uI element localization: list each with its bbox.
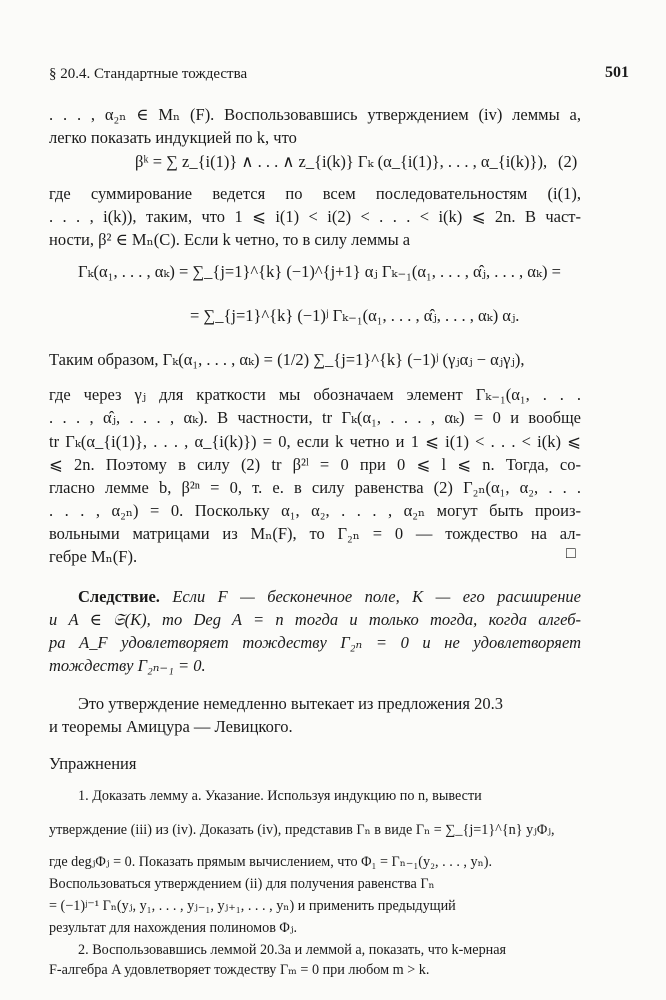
section-title: § 20.4. Стандартные тождества <box>49 66 248 82</box>
corollary-title: Следствие. <box>78 587 160 606</box>
proof-line-11: гласно лемме b, β²ⁿ = 0, т. е. в силу равенства (2) Γ₂ₙ(α₁, α₂, . . . <box>49 478 581 497</box>
formula-gamma-b: = ∑_{j=1}^{k} (−1)ʲ Γₖ₋₁(α₁, . . . , α̂ⱼ, . . . , αₖ) αⱼ. <box>190 306 520 325</box>
remark-line-1: Это утверждение немедленно вытекает из предложения 20.3 <box>78 694 503 713</box>
exercise-1-line-3: где degⱼΦⱼ = 0. Показать прямым вычислением, что Φ₁ = Γₙ₋₁(y₂, . . . , yₙ). <box>49 854 493 870</box>
exercise-1-line-4: Воспользоваться утверждением (ii) для получения равенства Γₙ <box>49 876 435 892</box>
qed-mark: □ <box>566 545 576 562</box>
proof-line-5: ности, β² ∈ Mₙ(C). Если k четно, то в силу леммы a <box>49 230 411 249</box>
remark-line-2: и теоремы Амицура — Левицкого. <box>49 717 293 736</box>
exercise-1-line-2: утверждение (iii) из (iv). Доказать (iv), представив Γₙ в виде Γₙ = ∑_{j=1}^{n} yⱼΦⱼ, <box>49 822 555 838</box>
exercise-1-line-5: = (−1)ʲ⁻¹ Γₙ(yⱼ, y₁, . . . , yⱼ₋₁, yⱼ₊₁, . . . , yₙ) и применить предыдущий <box>49 898 456 914</box>
corollary-line-2: и A ∈ 𝔖(K), то Deg A = n тогда и только тогда, когда алгеб- <box>49 610 581 629</box>
proof-line-9: tr Γₖ(α_{i(1)}, . . . , α_{i(k)}) = 0, если k четно и 1 ⩽ i(1) < . . . < i(k) ⩽ <box>49 432 581 451</box>
proof-line-13: вольными матрицами из Mₙ(F), то Γ₂ₙ = 0 — тождество на ал- <box>49 524 581 543</box>
page-number: 501 <box>605 64 629 81</box>
exercise-2-line-1: 2. Воспользовавшись леммой 20.3a и леммой a, показать, что k-мерная <box>78 942 507 958</box>
proof-line-12: . . . , α₂ₙ) = 0. Поскольку α₁, α₂, . . . , α₂ₙ могут быть произ- <box>49 501 581 520</box>
proof-line-6: Таким образом, Γₖ(α₁, . . . , αₖ) = (1/2) ∑_{j=1}^{k} (−1)ʲ (γⱼαⱼ − αⱼγⱼ), <box>49 350 525 369</box>
exercise-1-line-1: 1. Доказать лемму a. Указание. Используя индукцию по n, вывести <box>78 788 482 804</box>
proof-line-3: где суммирование ведется по всем последовательностям (i(1), <box>49 184 581 203</box>
corollary-line-3: ра A_F удовлетворяет тождеству Γ₂ₙ = 0 и не удовлетворяет <box>49 633 581 652</box>
corollary-text-1: Если F — бесконечное поле, K — его расширение <box>172 587 581 606</box>
proof-line-4: . . . , i(k)), таким, что 1 ⩽ i(1) < i(2) < . . . < i(k) ⩽ 2n. В част- <box>49 207 581 226</box>
running-header <box>49 66 629 88</box>
proof-line-14: гебре Mₙ(F). <box>49 547 138 566</box>
proof-line-2: легко показать индукцией по k, что <box>49 128 297 147</box>
exercise-1-line-6: результат для нахождения полиномов Φⱼ. <box>49 920 298 936</box>
equation-2: βᵏ = ∑ z_{i(1)} ∧ . . . ∧ z_{i(k)} Γₖ (α_{i(1)}, . . . , α_{i(k)}), <box>135 152 548 171</box>
proof-line-1: . . . , α₂ₙ ∈ Mₙ (F). Воспользовавшись утверждением (iv) леммы a, <box>49 105 581 124</box>
proof-line-8: . . . , α̂ⱼ, . . . , αₖ). В частности, tr Γₖ(α₁, . . . , αₖ) = 0 и вообще <box>49 408 581 427</box>
proof-line-10: ⩽ 2n. Поэтому в силу (2) tr β²ˡ = 0 при 0 ⩽ l ⩽ n. Тогда, со- <box>49 455 581 474</box>
equation-2-label: (2) <box>558 152 578 171</box>
exercise-2-line-2: F-алгебра A удовлетворяет тождеству Γₘ = 0 при любом m > k. <box>49 962 430 978</box>
exercises-heading: Упражнения <box>49 754 137 773</box>
proof-line-7: где через γⱼ для краткости мы обозначаем элемент Γₖ₋₁(α₁, . . . <box>49 385 581 404</box>
corollary-line-4: тождеству Γ₂ₙ₋₁ = 0. <box>49 656 206 675</box>
corollary-line-1 <box>78 585 581 608</box>
formula-gamma-a: Γₖ(α₁, . . . , αₖ) = ∑_{j=1}^{k} (−1)^{j+1} αⱼ Γₖ₋₁(α₁, . . . , α̂ⱼ, . . . , αₖ) = <box>78 262 561 281</box>
